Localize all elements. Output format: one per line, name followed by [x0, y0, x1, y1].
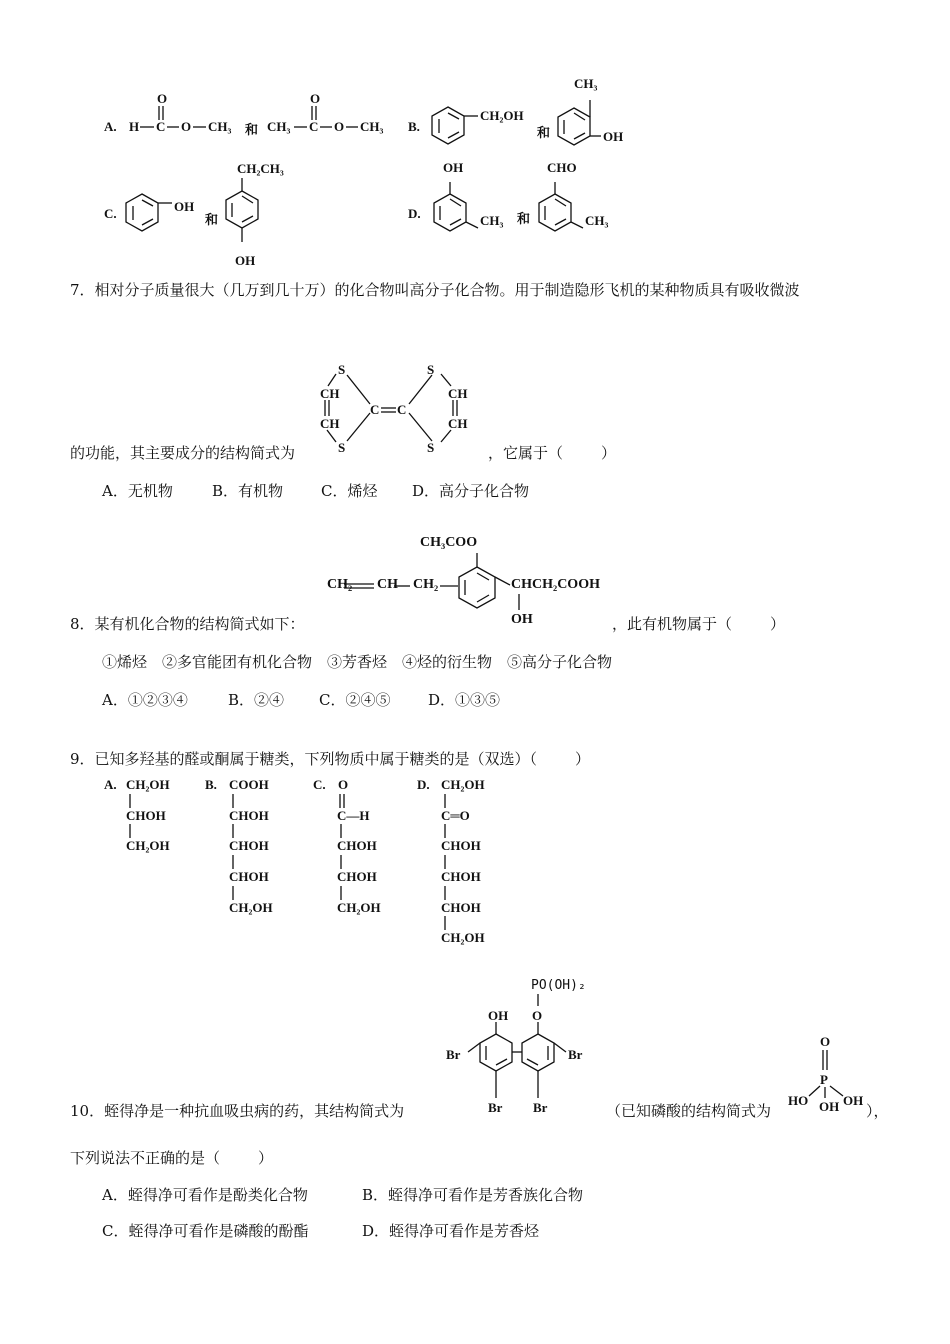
- q6-option-a-label: A.: [104, 119, 117, 134]
- q9-option-b-label: B.: [205, 777, 217, 792]
- q6-option-c-label: C.: [104, 206, 117, 221]
- q8-suffix-text: ，此有机物属于（: [612, 615, 733, 633]
- q8-close: ）: [770, 615, 786, 633]
- q9c-row2: C—H: [337, 808, 370, 823]
- q6c-oh-bottom: OH: [235, 253, 256, 268]
- q7-ch1: CH: [320, 386, 340, 401]
- q7-ch2: CH: [448, 386, 468, 401]
- q7-stem-line1: 7．相对分子质量很大（几万到几十万）的化合物叫高分子化合物。用于制造隐形飞机的某种物质具有吸收微波: [70, 281, 800, 299]
- q6d-ch3: CH₃: [480, 213, 504, 228]
- q7-s3: S: [338, 440, 346, 455]
- q9d-row4: CHOH: [441, 869, 481, 884]
- q9-option-a-label: A.: [104, 777, 117, 792]
- q7-s4: S: [427, 440, 435, 455]
- q6a-c: C: [156, 119, 166, 134]
- q7-option-b: B．有机物: [212, 482, 284, 500]
- q9d-row2: C═O: [441, 808, 470, 823]
- q6d2-ch3: CH₃: [585, 213, 609, 228]
- q10-option-a: A．蛭得净可看作是酚类化合物: [102, 1186, 308, 1204]
- q7-ch4: CH: [448, 416, 468, 431]
- q8-ch2-allyl: CH₂: [413, 577, 439, 592]
- q9-option-d-label: D.: [417, 777, 430, 792]
- q8-items: ①烯烃 ②多官能团有机化合物 ③芳香烃 ④烃的衍生物 ⑤高分子化合物: [102, 653, 613, 671]
- q7-ch3: CH: [320, 416, 340, 431]
- q10-po-oh2: PO(OH)₂: [531, 978, 586, 993]
- q6c-and: 和: [205, 212, 219, 227]
- q6a-h: H: [129, 119, 140, 134]
- q10-phos-p: P: [820, 1072, 828, 1087]
- q8-chch2cooh: CHCH₂COOH: [511, 577, 600, 592]
- q9a-row2: CHOH: [126, 808, 166, 823]
- q7-s1: S: [338, 362, 346, 377]
- q9d-row1: CH₂OH: [441, 777, 485, 792]
- q9d-row5: CHOH: [441, 900, 481, 915]
- q9c-row3: CHOH: [337, 838, 377, 853]
- q7-s2: S: [427, 362, 435, 377]
- q10-o: O: [532, 1008, 543, 1023]
- q6d-oh: OH: [443, 160, 464, 175]
- q9c-row1: O: [338, 777, 349, 792]
- q9b-row4: CHOH: [229, 869, 269, 884]
- q7-c1: C: [370, 402, 380, 417]
- q8-option-d: D．①③⑤: [428, 691, 501, 709]
- q7-option-d: D．高分子化合物: [412, 482, 530, 500]
- q7-suffix-text: ，它属于（: [488, 444, 564, 462]
- q6a2-carbonyl-o: O: [310, 91, 321, 106]
- q6a2-o: O: [334, 119, 345, 134]
- q9d-row6: CH₂OH: [441, 930, 485, 945]
- q10-phos-oh1: OH: [819, 1099, 840, 1114]
- q8-option-a: A．①②③④: [102, 691, 188, 709]
- q6c-ch2ch3: CH₂CH₃: [237, 161, 284, 176]
- q6a-carbonyl-o: O: [157, 91, 168, 106]
- q10-br1: Br: [446, 1047, 461, 1062]
- q6b-ch3: CH₃: [574, 76, 598, 91]
- q10-option-b: B．蛭得净可看作是芳香族化合物: [362, 1186, 584, 1204]
- q9b-row3: CHOH: [229, 838, 269, 853]
- q8-ch2-left: CH₂: [327, 577, 353, 592]
- q10-stem-suffix-end: ），: [866, 1102, 889, 1120]
- q10-stem-suffix: （已知磷酸的结构简式为: [606, 1102, 772, 1120]
- q8-ch3coo: CH₃COO: [420, 535, 478, 550]
- q10-line2-close: ）: [258, 1149, 274, 1167]
- q6d-cho: CHO: [547, 160, 577, 175]
- q7-close: ）: [601, 444, 617, 462]
- q6a-o: O: [181, 119, 192, 134]
- q8-ch: CH: [377, 577, 398, 592]
- q10-phos-o: O: [820, 1034, 831, 1049]
- q6c-oh: OH: [174, 199, 195, 214]
- q9-close: ）: [575, 750, 591, 768]
- q7-option-c: C．烯烃: [321, 482, 378, 500]
- q10-br2: Br: [568, 1047, 583, 1062]
- q8-option-b: B．②④: [228, 691, 285, 709]
- q9a-row1: CH₂OH: [126, 777, 170, 792]
- q9c-row4: CHOH: [337, 869, 377, 884]
- q10-br3: Br: [488, 1100, 503, 1115]
- q9b-row1: COOH: [229, 777, 269, 792]
- q9b-row5: CH₂OH: [229, 900, 273, 915]
- q6a2-c: C: [309, 119, 319, 134]
- q7-c2: C: [397, 402, 407, 417]
- q8-stem-prefix: 8．某有机化合物的结构简式如下：: [70, 615, 305, 633]
- q6a2-ch3: CH₃: [267, 119, 291, 134]
- q9-option-c-label: C.: [313, 777, 326, 792]
- q6b-ch2oh: CH₂OH: [480, 108, 524, 123]
- q10-stem-prefix: 10．蛭得净是一种抗血吸虫病的药，其结构简式为: [70, 1102, 405, 1120]
- q9b-row2: CHOH: [229, 808, 269, 823]
- q10-br4: Br: [533, 1100, 548, 1115]
- q6a2-ch3b: CH₃: [360, 119, 384, 134]
- q8-oh: OH: [511, 612, 533, 627]
- q10-line2: [70, 1147, 273, 1168]
- q6b-oh: OH: [603, 129, 624, 144]
- q10-option-c: C．蛭得净可看作是磷酸的酚酯: [102, 1222, 309, 1240]
- q6d-and: 和: [517, 211, 531, 226]
- q6b-and: 和: [537, 125, 551, 140]
- q10-phos-oh2: OH: [843, 1093, 864, 1108]
- q6a-ch3: CH₃: [208, 119, 232, 134]
- q10-option-d: D．蛭得净可看作是芳香烃: [362, 1222, 540, 1240]
- q9a-row3: CH₂OH: [126, 838, 170, 853]
- q10-phos-ho: HO: [788, 1093, 809, 1108]
- q9d-row3: CHOH: [441, 838, 481, 853]
- q8-option-c: C．②④⑤: [319, 691, 391, 709]
- q10-oh: OH: [488, 1008, 509, 1023]
- q6-option-b-label: B.: [408, 119, 420, 134]
- q6-option-d-label: D.: [408, 206, 421, 221]
- q9-stem-text: 9．已知多羟基的醛或酮属于糖类，下列物质中属于糖类的是（双选）（: [70, 750, 538, 768]
- q7-stem-line2-prefix: 的功能，其主要成分的结构简式为: [70, 444, 296, 462]
- q10-line2-text: 下列说法不正确的是（: [70, 1149, 221, 1167]
- q7-option-a: A．无机物: [102, 482, 173, 500]
- q6a-and: 和: [245, 122, 259, 137]
- q9c-row5: CH₂OH: [337, 900, 381, 915]
